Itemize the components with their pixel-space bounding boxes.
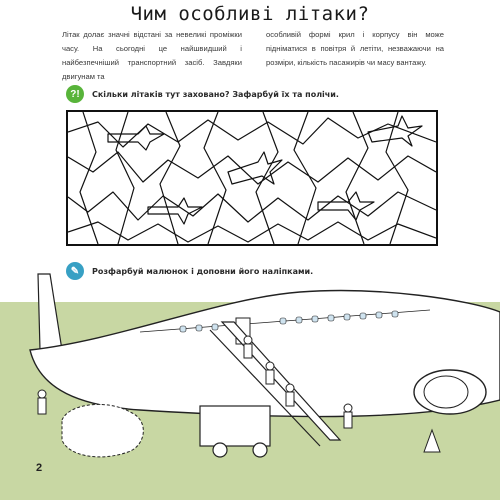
page-title: Чим особливі літаки? [130, 3, 370, 25]
question-icon: ?! [66, 85, 84, 103]
hidden-planes-puzzle[interactable] [66, 110, 438, 246]
intro-text-left: Літак долає значні відстані за невеликі проміжки часу. На сьогодні це найшвидший і найбезпечніший транспортний засіб. Завдяки двигунам та [62, 30, 242, 81]
page-number: 2 [36, 462, 43, 474]
intro-text-right: особливій формі крил і корпусу він може підніматися в повітря й летіти, незважаючи на розміри, кількість пасажирів чи масу вантажу. [266, 30, 444, 67]
sticker-placeholder[interactable] [62, 404, 143, 456]
airport-illustration [0, 270, 500, 500]
puzzle-lines [68, 112, 436, 244]
task-count-planes-text: Скільки літаків тут заховано? Зафарбуй їх та полічи. [92, 89, 339, 99]
task-color-picture-text: Розфарбуй малюнок і доповни його наліпками. [92, 266, 314, 276]
task-count-planes [66, 85, 339, 103]
brush-icon: ✎ [66, 262, 84, 280]
